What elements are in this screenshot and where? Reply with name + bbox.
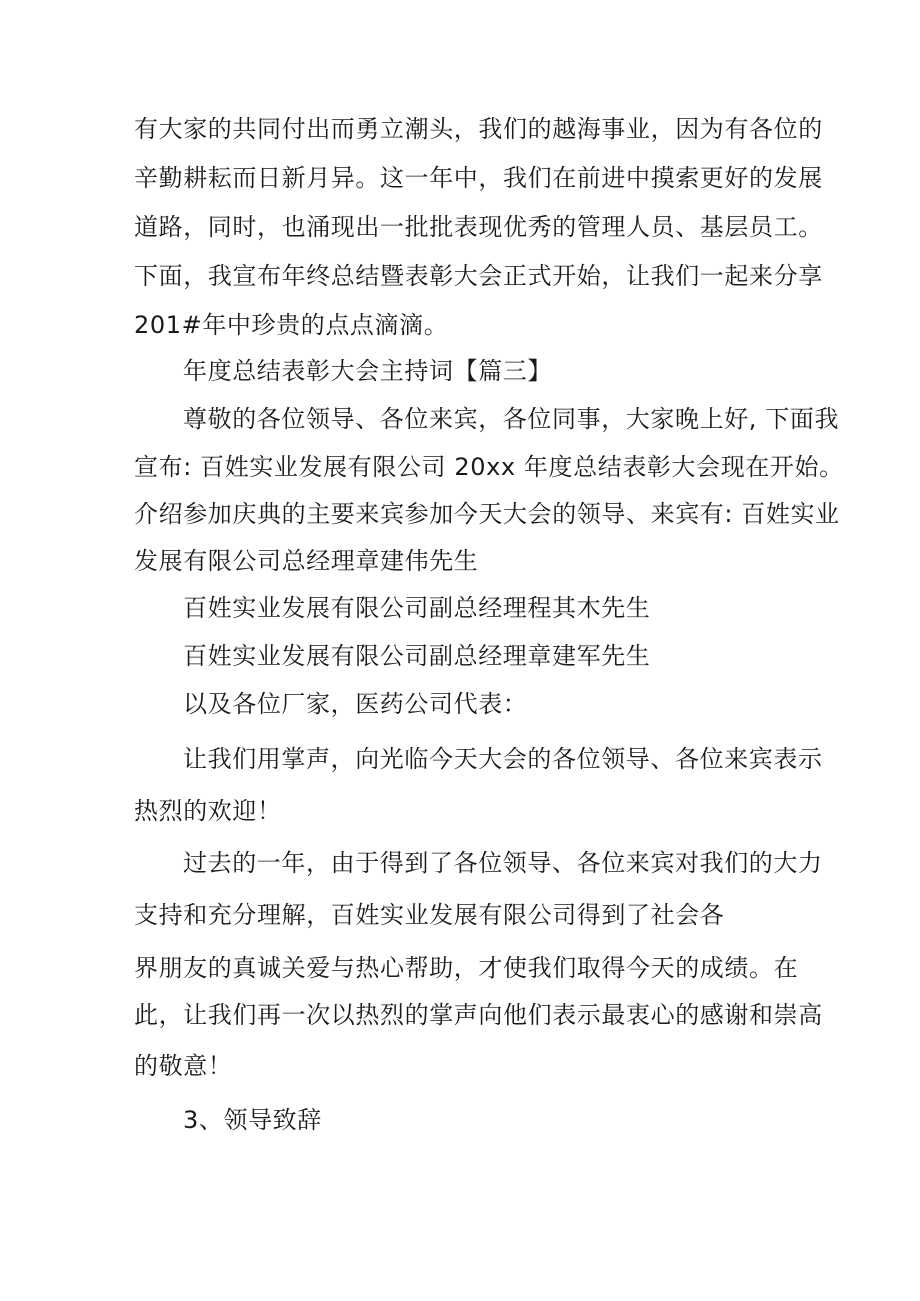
paragraph-line: 过去的一年，由于得到了各位领导、各位来宾对我们的大力 [183,849,823,877]
paragraph-line: 发展有限公司总经理章建伟先生 [134,547,479,575]
paragraph-line: 此，让我们再一次以热烈的掌声向他们表示最衷心的感谢和崇高 [134,1001,823,1029]
paragraph-line: 宣布: 百姓实业发展有限公司 20xx 年度总结表彰大会现在开始。 [134,453,844,481]
paragraph-line: 以及各位厂家，医药公司代表： [183,690,528,718]
paragraph-line: 介绍参加庆典的主要来宾参加今天大会的领导、来宾有: 百姓实业 [134,500,840,528]
paragraph-line: 有大家的共同付出而勇立潮头，我们的越海事业，因为有各位的 [134,115,823,143]
paragraph-line: 支持和充分理解，百姓实业发展有限公司得到了社会各 [134,901,725,929]
paragraph-line: 百姓实业发展有限公司副总经理程其木先生 [183,594,651,622]
paragraph-line: 热烈的欢迎！ [134,797,282,825]
paragraph-line: 界朋友的真诚关爱与热心帮助，才使我们取得今天的成绩。在 [134,954,799,982]
section-heading: 年度总结表彰大会主持词【篇三】 [183,357,552,385]
paragraph-line: 百姓实业发展有限公司副总经理章建军先生 [183,642,651,670]
paragraph-line: 让我们用掌声，向光临今天大会的各位领导、各位来宾表示 [183,745,823,773]
paragraph-line: 辛勤耕耘而日新月异。这一年中，我们在前进中摸索更好的发展 [134,164,823,192]
paragraph-line: 201#年中珍贵的点点滴滴。 [134,311,449,339]
paragraph-line: 道路，同时，也涌现出一批批表现优秀的管理人员、基层员工。 [134,213,823,241]
paragraph-line: 下面，我宣布年终总结暨表彰大会正式开始，让我们一起来分享 [134,262,823,290]
paragraph-line: 尊敬的各位领导、各位来宾，各位同事，大家晚上好, 下面我 [183,405,840,433]
paragraph-line: 的敬意！ [134,1052,233,1080]
section-heading: 3、领导致辞 [183,1106,322,1134]
